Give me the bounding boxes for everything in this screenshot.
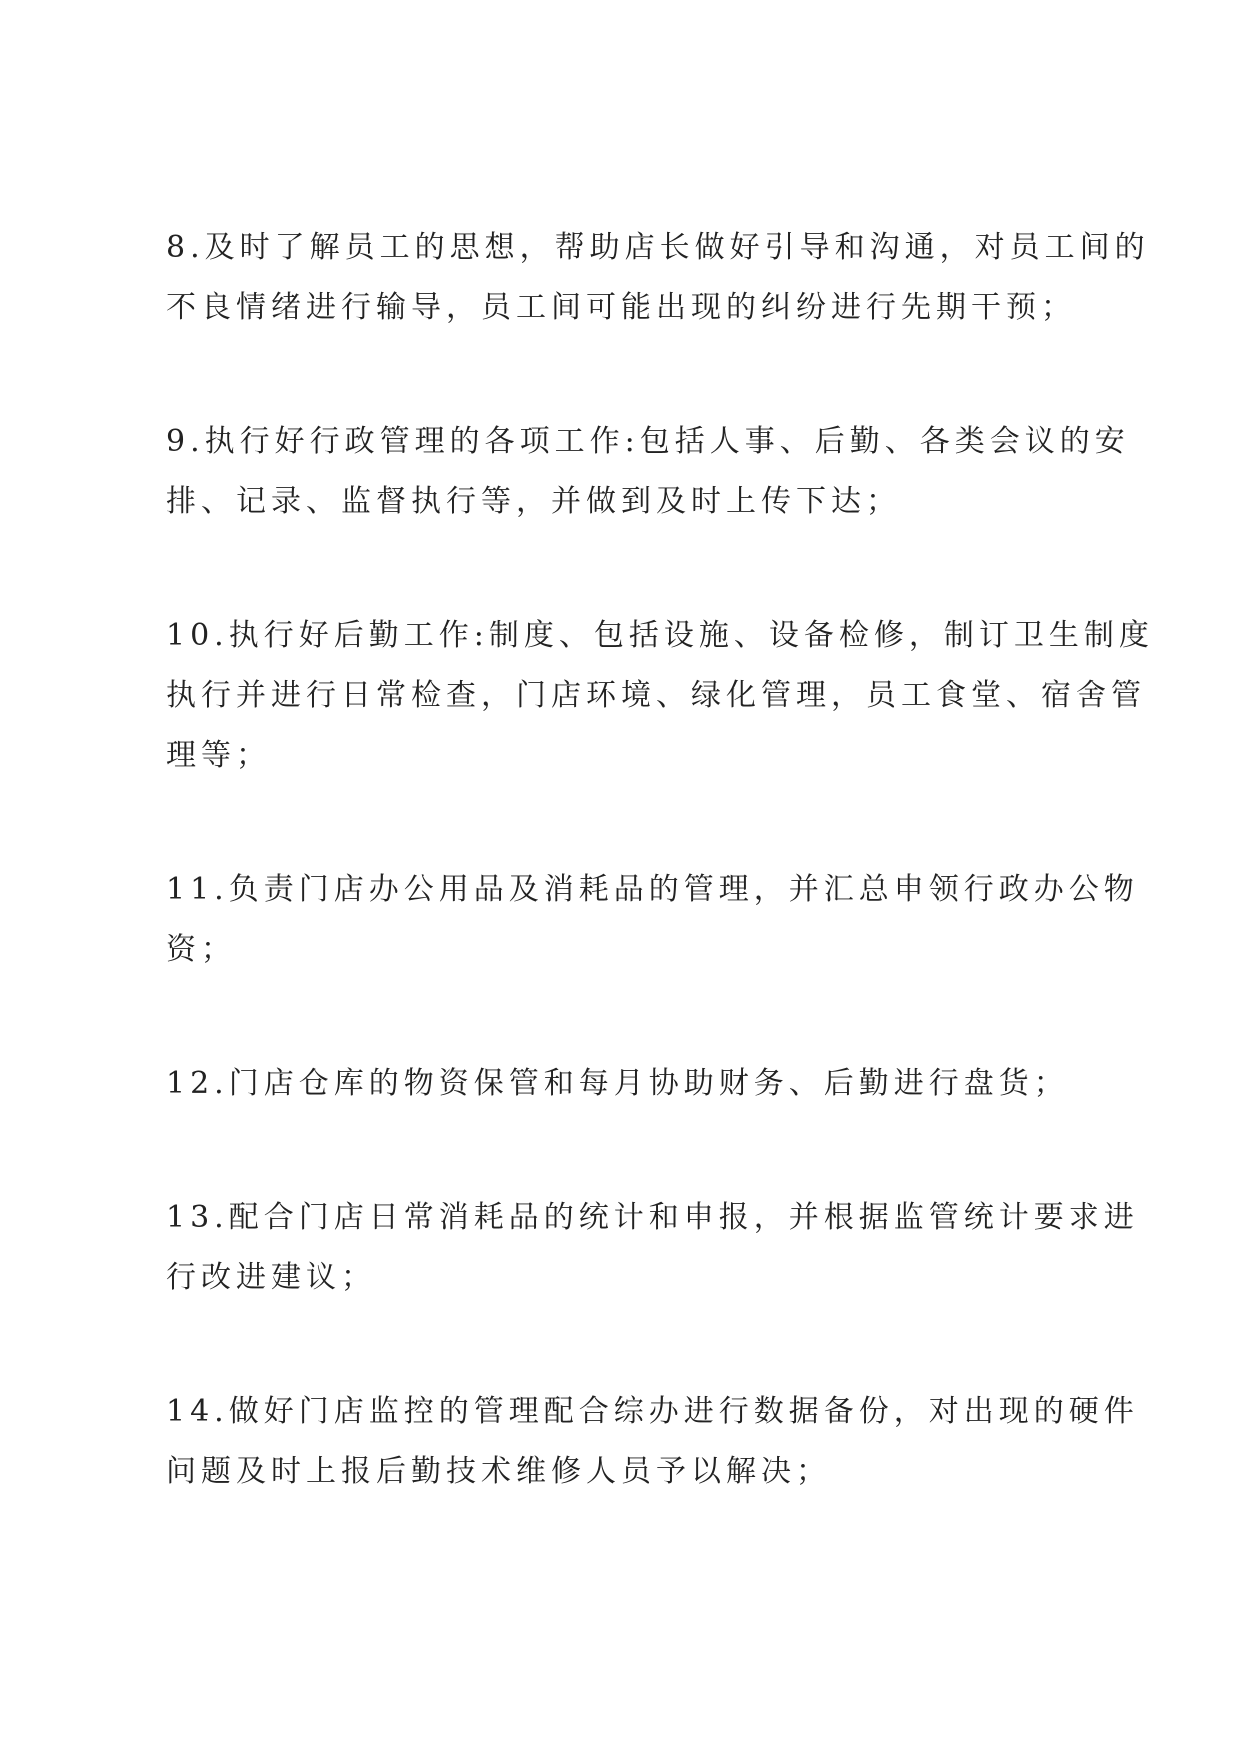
- text-line: 行改进建议；: [166, 1260, 376, 1295]
- list-item-8: [166, 218, 1150, 338]
- text-line: 14.做好门店监控的管理配合综办进行数据备份，对出现的硬件: [166, 1394, 1139, 1429]
- list-item-13: [166, 1188, 1139, 1308]
- list-item-12: [166, 1054, 1101, 1114]
- text-line: 执行并进行日常检查，门店环境、绿化管理，员工食堂、宿舍管: [166, 678, 1146, 713]
- text-line: 8.及时了解员工的思想，帮助店长做好引导和沟通，对员工间的: [166, 230, 1150, 265]
- list-item-11: [166, 860, 1139, 980]
- list-item-14: [166, 1382, 1139, 1502]
- text-line: 理等；: [166, 738, 271, 773]
- list-item-9: [166, 412, 1130, 532]
- text-line: 13.配合门店日常消耗品的统计和申报，并根据监管统计要求进: [166, 1200, 1139, 1235]
- text-line: 9.执行好行政管理的各项工作:包括人事、后勤、各类会议的安: [166, 424, 1130, 459]
- text-line: 资；: [166, 932, 236, 967]
- text-line: 不良情绪进行输导，员工间可能出现的纠纷进行先期干预；: [166, 290, 1076, 325]
- text-line: 问题及时上报后勤技术维修人员予以解决；: [166, 1454, 831, 1489]
- text-line: 12.门店仓库的物资保管和每月协助财务、后勤进行盘货；: [166, 1066, 1069, 1101]
- text-line: 11.负责门店办公用品及消耗品的管理，并汇总申领行政办公物: [166, 872, 1139, 907]
- document-body: [166, 218, 1154, 1576]
- list-item-10: [166, 606, 1154, 786]
- text-line: 10.执行好后勤工作:制度、包括设施、设备检修，制订卫生制度: [166, 618, 1154, 653]
- text-line: 排、记录、监督执行等，并做到及时上传下达；: [166, 484, 901, 519]
